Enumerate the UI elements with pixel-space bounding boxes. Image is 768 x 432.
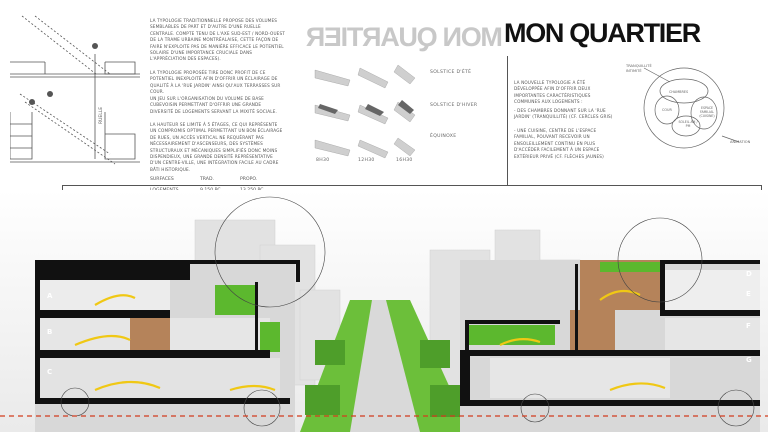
label-summer-solstice: SOLSTICE D'ÉTÉ xyxy=(430,70,472,75)
divider xyxy=(507,56,508,186)
section-label-e: E xyxy=(746,290,751,298)
sun-study-grid xyxy=(310,60,420,170)
paragraph-kitchen: - UNE CUISINE, CENTRE DE L'ESPACE FAMILIAL, POUVANT RECEVOIR UN ENSOLEILLEMENT CONTINU EN PLUS D'ACCÉDER FACILEMENT À UN ESPACE EXTÉRIEUR PRIVÉ (CF. FLÈCHES JAUNES) xyxy=(514,128,604,159)
paragraph-height: LA HAUTEUR SE LIMITE À 5 ÉTAGES, CE QUI REPRÉSENTE UN COMPROMIS OPTIMAL PERMETTANT UN BON ÉCLAIRAGE DE RUES, UN ACCÈS VERTICAL NE REQUÉRANT PAS NÉCESSAIREMENT D'ASCENSEURS, DES SYSTÈMES STRUCTURAUX ET MÉCANIQUES SIMPLIFIÉS DONC MOINS DISPENDIEUX, UNE GRANDE DENSITÉ REPRÉSENTATIVE D'UN CENTRE-VILLE, UNE INTÉGRATION FACILE AU CADRE BÂTI HISTORIQUE. xyxy=(150,122,283,172)
label-winter-solstice: SOLSTICE D'HIVER xyxy=(430,103,478,108)
paragraph-bedrooms: - DES CHAMBRES DONNANT SUR LA 'RUE JARDIN' (TRANQUILLITÉ) (CF. CERCLES GRIS) xyxy=(514,108,613,120)
section-label-b: B xyxy=(47,328,53,336)
page-title: MON QUARTIER xyxy=(504,18,700,48)
label-time-1630: 16H30 xyxy=(396,158,413,163)
bubble-family-label: ESPACE FAMILIAL (CUISINE) xyxy=(699,106,715,118)
stats-col-header: TRAD. xyxy=(200,177,214,182)
stats-col-header: PROPO. xyxy=(240,177,258,182)
bubble-top-label: TRANQUILLITÉ INTIMITÉ xyxy=(626,64,652,73)
street-section-diagram xyxy=(10,14,140,174)
section-label-d: D xyxy=(746,270,752,278)
section-label-a: A xyxy=(47,292,53,300)
label-time-1230: 12H30 xyxy=(358,158,375,163)
label-equinox: ÉQUINOXE xyxy=(430,134,457,139)
stats-col-header: SURFACES xyxy=(150,177,174,182)
section-label-c: C xyxy=(47,368,53,376)
mirrored-title: MON QUARTIER xyxy=(307,22,503,52)
bubble-sun-label: SOLEIL AM / PM xyxy=(678,120,698,128)
horizontal-divider xyxy=(62,185,762,186)
paragraph-volume: UN JEU SUR L'ORGANISATION DU VOLUME DE BASE CUBEVOISIN PERMETTANT D'OFFRIR UNE GRANDE DIVERSITÉ DE LOGEMENTS SERVANT LA MIXITÉ SOCIALE. xyxy=(150,96,278,114)
paragraph-new-typology: LA NOUVELLE TYPOLOGIE A ÉTÉ DÉVELOPPÉE AFIN D'OFFRIR DEUX IMPORTANTES CARACTÉRISTIQUES COMMUNES AUX LOGEMENTS : xyxy=(514,80,591,105)
bubble-bedrooms-label: CHAMBRES xyxy=(669,90,689,94)
bubble-animation-label: ANIMATION xyxy=(730,140,751,144)
ruelle-label: RUELLE xyxy=(99,106,104,124)
label-time-0830: 8H30 xyxy=(316,158,330,163)
paragraph-proposed: LA TYPOLOGIE PROPOSÉE TIRE DONC PROFIT DE CE POTENTIEL INEXPLOITÉ AFIN D'OFFRIR UN ÉCLAIRAGE DE QUALITÉ À LA 'RUE JARDIN' AINSI QU'AUX TERRASSES SUR COUR. xyxy=(150,70,281,95)
perspective-section-drawing xyxy=(0,190,768,432)
section-label-g: G xyxy=(746,356,752,364)
section-label-f: F xyxy=(746,322,751,330)
paragraph-traditional: LA TYPOLOGIE TRADITIONNELLE PROPOSE DES VOLUMES SEMBLABLES DE PART ET D'AUTRE D'UNE RUELLE CENTRALE. COMPTE TENU DE L'AXE SUD-EST / NORD-OUEST DE LA TRAME URBAINE MONTRÉALAISE, CETTE FAÇON DE FAIRE N'EXPLOITE PAS DE MANIÈRE EFFICACE LE POTENTIEL SOLAIRE D'UNE IMPORTANCE CRUCIALE DANS L'APPRÉCIATION DES ESPACES). xyxy=(150,18,285,62)
bubble-court-label: COUR xyxy=(662,108,672,112)
